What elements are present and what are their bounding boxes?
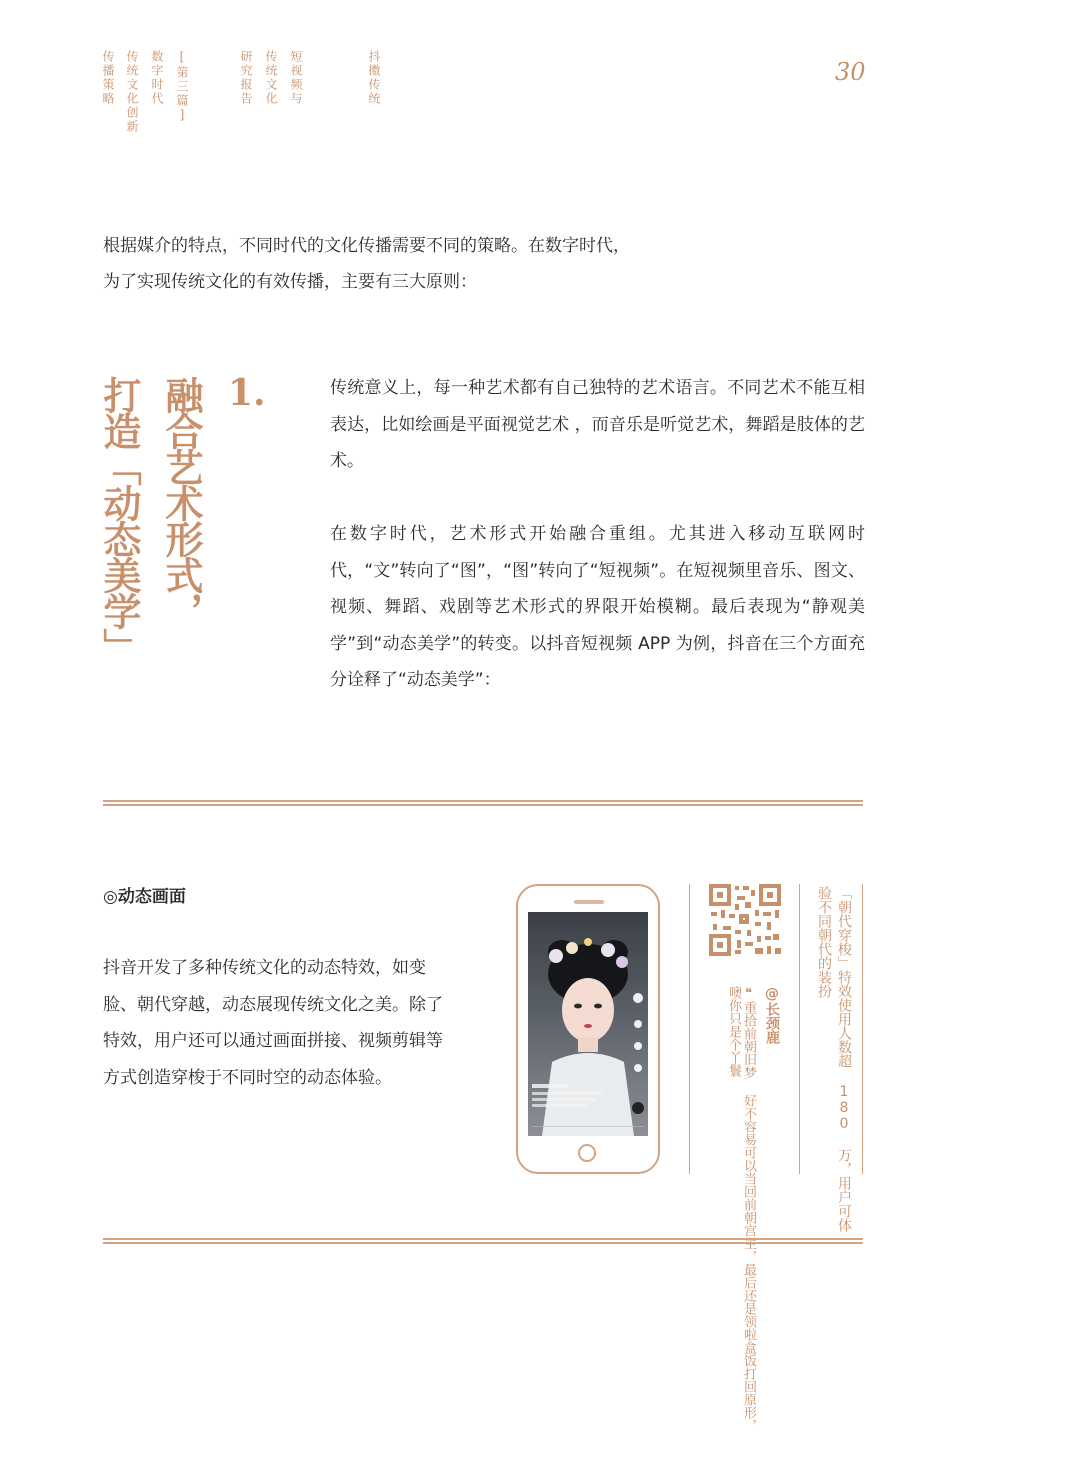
intro-line-1: 根据媒介的特点，不同时代的文化传播需要不同的策略。在数字时代， xyxy=(103,236,630,256)
header-col-6: 传统文化 xyxy=(264,50,278,106)
phone-screen-image xyxy=(528,912,648,1136)
caption-quote-line-2: 噢你只是个丫鬟 xyxy=(726,986,741,1077)
caption-stat-line-2: 验不同朝代的装扮 xyxy=(816,886,832,998)
caption-rule-left xyxy=(689,884,690,1174)
divider-top xyxy=(103,800,863,806)
phone-speaker xyxy=(574,900,604,904)
section-text: 抖音开发了多种传统文化的动态特效，如变脸、朝代穿越，动态展现传统文化之美。除了特效，用户还可以通过画面拼接、视频剪辑等方式创造穿梭于不同时空的动态体验。 xyxy=(103,958,443,1088)
principle-title-line-2: 打造「动态美学」 xyxy=(97,376,142,664)
divider-bottom xyxy=(103,1238,863,1244)
header-col-4: [第三篇] xyxy=(175,50,189,124)
phone-home-button xyxy=(578,1144,596,1162)
header-col-5: 研究报告 xyxy=(239,50,253,106)
header-col-1: 传播策略 xyxy=(101,50,115,106)
intro-line-2: 为了实现传统文化的有效传播，主要有三大原则： xyxy=(103,272,477,292)
principle-paragraph-2: 在数字时代，艺术形式开始融合重组。尤其进入移动互联网时代，“文”转向了“图”，“图”转向了“短视频”。在短视频里音乐、图文、视频、舞蹈、戏剧等艺术形式的界限开始模糊。最后表现为“静观美学”到“动态美学”的转变。以抖音短视频 APP 为例，抖音在三个方面充分诠释了“动态美学”： xyxy=(330,524,865,690)
header-col-2: 传统文化创新 xyxy=(125,50,139,134)
page-number: 30 xyxy=(835,58,866,86)
caption-rule-right xyxy=(862,884,863,1174)
caption-user: @长颈鹿 xyxy=(764,986,780,1044)
principle-paragraph-1: 传统意义上，每一种艺术都有自己独特的艺术语言。不同艺术不能互相表达，比如绘画是平面视觉艺术 ，而音乐是听觉艺术，舞蹈是肢体的艺术。 xyxy=(330,378,865,471)
principle-title-line-1: 融合艺术形式， xyxy=(159,376,204,628)
phone-mockup xyxy=(516,884,660,1174)
header-col-7: 短视频与 xyxy=(289,50,303,106)
portrait-illustration xyxy=(528,912,648,1136)
qr-code-icon[interactable] xyxy=(709,884,781,956)
caption-quote-line-1: ❝重拾前朝旧梦 好不容易可以当回前朝宫主，最后还是领啦盒饭打回原形， xyxy=(741,986,756,1432)
section-heading: ◎动态画面 xyxy=(103,887,186,907)
intro-paragraph xyxy=(103,228,863,300)
principle-number: 1. xyxy=(228,372,266,414)
header-col-3: 数字时代 xyxy=(150,50,164,106)
header-col-8: 抖擞传统 xyxy=(367,50,381,106)
caption-stat-line-1: 「朝代穿梭」特效使用人数超 180 万，用户可体 xyxy=(836,886,852,1232)
caption-rule-middle xyxy=(799,884,800,1174)
